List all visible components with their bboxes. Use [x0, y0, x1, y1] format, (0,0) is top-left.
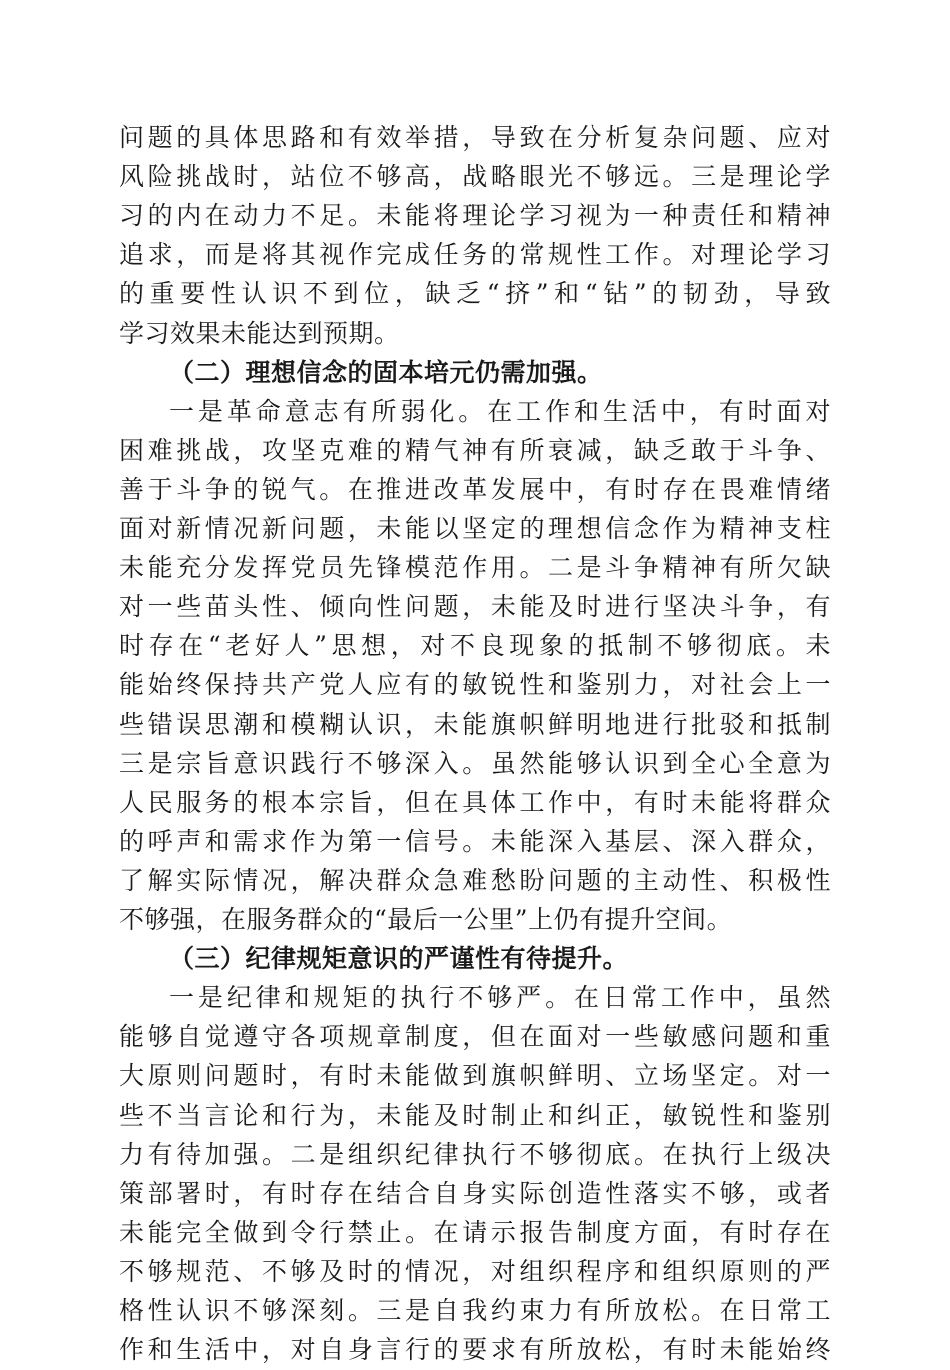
text-line: 面对新情况新问题，未能以坚定的理想信念作为精神支柱 — [119, 514, 831, 543]
text-line: 的重要性认识不到位，缺乏“挤”和“钻”的韧劲，导致 — [119, 279, 831, 309]
text-line: 一是革命意志有所弱化。在工作和生活中，有时面对 — [169, 396, 831, 426]
text-line: 学习效果未能达到预期。 — [119, 318, 400, 348]
text-line: 策部署时，有时存在结合自身实际创造性落实不够，或者 — [119, 1178, 831, 1208]
text-line: 一是纪律和规矩的执行不够严。在日常工作中，虽然 — [169, 983, 831, 1013]
text-line: 不够强，在服务群众的“最后一公里”上仍有提升空间。 — [119, 905, 733, 934]
text-line: 未能充分发挥党员先锋模范作用。二是斗争精神有所欠缺 — [119, 553, 831, 583]
text-line: 大原则问题时，有时未能做到旗帜鲜明、立场坚定。对一 — [119, 1061, 831, 1091]
text-line: 能始终保持共产党人应有的敏锐性和鉴别力，对社会上一 — [119, 670, 831, 700]
text-line: 追求，而是将其视作完成任务的常规性工作。对理论学习 — [119, 240, 831, 270]
text-line: 对一些苗头性、倾向性问题，未能及时进行坚决斗争，有 — [119, 592, 831, 622]
text-line: 些不当言论和行为，未能及时制止和纠正，敏锐性和鉴别 — [119, 1100, 831, 1130]
text-line: 人民服务的根本宗旨，但在具体工作中，有时未能将群众 — [119, 787, 831, 817]
text-line: 格性认识不够深刻。三是自我约束力有所放松。在日常工 — [119, 1296, 831, 1325]
text-line: 作和生活中，对自身言行的要求有所放松，有时未能始终 — [119, 1335, 831, 1365]
text-line: 些错误思潮和模糊认识，未能旗帜鲜明地进行批驳和抵制 — [119, 709, 831, 739]
text-line: 习的内在动力不足。未能将理论学习视为一种责任和精神 — [119, 201, 831, 231]
text-line: 的呼声和需求作为第一信号。未能深入基层、深入群众， — [119, 826, 831, 856]
text-line: 三是宗旨意识践行不够深入。虽然能够认识到全心全意为 — [119, 748, 831, 778]
text-line: 能够自觉遵守各项规章制度，但在面对一些敏感问题和重 — [119, 1022, 831, 1052]
text-line: 未能完全做到令行禁止。在请示报告制度方面，有时存在 — [119, 1217, 831, 1247]
text-line: 了解实际情况，解决群众急难愁盼问题的主动性、积极性 — [119, 865, 831, 895]
text-line: 风险挑战时，站位不够高，战略眼光不够远。三是理论学 — [119, 162, 831, 192]
text-line: 问题的具体思路和有效举措，导致在分析复杂问题、应对 — [119, 123, 831, 152]
section-heading: （二）理想信念的固本培元仍需加强。 — [169, 357, 603, 387]
text-line: 困难挑战，攻坚克难的精气神有所衰减，缺乏敢于斗争、 — [119, 435, 831, 465]
text-line: 善于斗争的锐气。在推进改革发展中，有时存在畏难情绪 — [119, 474, 831, 504]
text-line: 时存在“老好人”思想，对不良现象的抵制不够彻底。未 — [119, 631, 831, 661]
text-line: 力有待加强。二是组织纪律执行不够彻底。在执行上级决 — [119, 1139, 831, 1169]
section-heading: （三）纪律规矩意识的严谨性有待提升。 — [169, 944, 629, 974]
text-line: 不够规范、不够及时的情况，对组织程序和组织原则的严 — [119, 1256, 831, 1286]
